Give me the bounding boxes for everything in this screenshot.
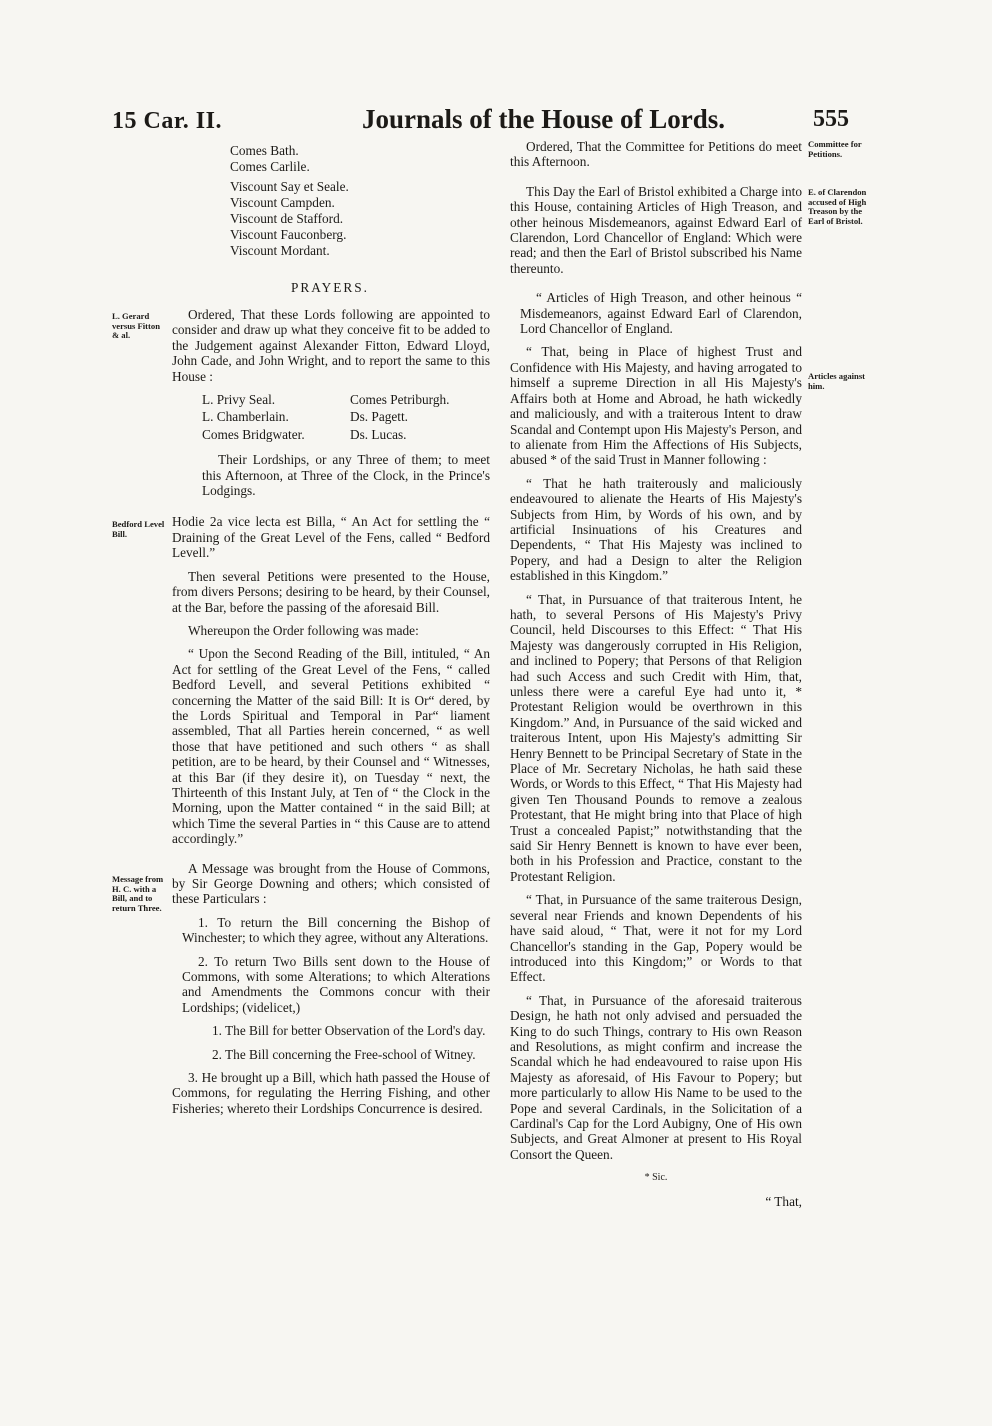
committee-lords: [202, 392, 490, 442]
attendee: Viscount Mordant.: [230, 243, 330, 258]
committee-member: L. Chamberlain.: [202, 409, 289, 425]
committee-member: L. Privy Seal.: [202, 392, 276, 408]
attendee: Viscount Say et Seale.: [230, 179, 349, 194]
committee-member: Comes Petriburgh.: [350, 392, 450, 408]
sidenote-gerard: L. Gerard versus Fitton & al.: [112, 311, 160, 341]
articles-title: “ Articles of High Treason, and other heinous “ Misdemeanors, against Edward Earl of Clarendon, Lord Chancellor of England.: [520, 290, 802, 337]
page-title: Journals of the House of Lords.: [362, 104, 726, 134]
committee-member: Comes Bridgwater.: [202, 426, 305, 442]
catchword: “ That,: [765, 1193, 802, 1209]
bill-item-2: 2. The Bill concerning the Free-school of Witney.: [212, 1046, 476, 1062]
sidenote-articles: Articles against him.: [808, 371, 866, 391]
article-2: “ That he hath traiterously and maliciously endeavoured to alienate the Hearts of His Majesty's Subjects from Him, by Words of his own, and by artificial Insinuations of his Creatures and Dependents, “ That His Majesty was inclined to Popery, and had a Design to alter the Religion established in this Kingdom.”: [510, 475, 802, 584]
regnal-year: 15 Car. II.: [112, 108, 222, 134]
sidenote-committee: Committee for Petitions.: [808, 139, 862, 159]
attendance-list: [230, 143, 430, 259]
page-number: 555: [813, 106, 849, 132]
footnote: * Sic.: [644, 1172, 668, 1184]
hodie-paragraph: Hodie 2a vice lecta est Billa, “ An Act for settling the “ Draining of the Great Level of the Fens, called “ Bedford Levell.”: [172, 514, 490, 561]
petitions-paragraph: Then several Petitions were presented to the House, from divers Persons; desiring to be heard, by their Counsel, at the Bar, before the passing of the aforesaid Bill.: [172, 568, 490, 615]
article-3: “ That, in Pursuance of that traiterous Intent, he hath, to several Persons of His Majesty's Privy Council, held Discourses to this Effect: “ That His Majesty was dangerously corrupted in His Religion, and inclined to Popery; that Persons of that Religion had such Access and such Credit with Him, that, unless there were a careful Eye had unto it, * Protestant Religion would be overthrown in this Kingdom.” And, in Pursuance of the said wicked and traiterous Intent, upon His Majesty's admitting Sir Henry Bennett to be Principal Secretary of State in the Place of Mr. Secretary Nicholas, he hath said these Words, or Words to this Effect, “ That His Majesty had given Ten Thousand Pounds to remove a zealous Protestant, that He might bring into that Place of high Trust a concealed Papist;” notwithstanding that the said Sir Henry Bennett is known to have ever been, both in his Profession and Practice, constant to the Protestant Religion.: [510, 591, 802, 884]
message-item-3: 3. He brought up a Bill, which hath passed the House of Commons, for regulating the Herring Fishing, and other Fisheries; whereto their Lordships Concurrence is desired.: [172, 1070, 490, 1116]
attendee: Viscount de Stafford.: [230, 211, 344, 226]
sidenote-bedford: Bedford Level Bill.: [112, 519, 165, 539]
article-5: “ That, in Pursuance of the aforesaid traiterous Design, he hath not only advised and persuaded the King to do such Things, contrary to His own Reason and Resolutions, as might confirm and increase the Scandal which he had endeavoured to raise upon His Majesty as aforesaid, of His Favour to Popery; but more particularly to allow His Name to be used to the Pope and several Cardinals, in the Solicitation of a Cardinal's Cap for the Lord Aubigny, One of His own Subjects, and Great Almoner at present to His Royal Consort the Queen.: [510, 992, 802, 1162]
message-item-2: 2. To return Two Bills sent down to the House of Commons, with some Alterations; to which Alterations and Amendments the Commons concur with their Lordships; (videlicet,): [182, 953, 490, 1015]
order-text: “ Upon the Second Reading of the Bill, intituled, “ An Act for settling of the Great Level of the Fens, “ called Bedford Levell, and several Petitions exhibited “ concerning the Matter of the said Bill: It is Or“ dered, by the Lords Spiritual and Temporal in Par“ liament assembled, That all Parties herein concerned, “ as well those that have petitioned and such others “ as shall petition, are to be heard, by their Counsel and “ Witnesses, at this Bar (if they desire it), on Tuesday “ next, the Thirteenth of this Instant July, at Ten of “ the Clock in the Morning, upon the Matter contained “ in the said Bill; at which Time the several Parties in “ this Cause are to attend accordingly.”: [172, 646, 490, 847]
order-paragraph: Ordered, That these Lords following are appointed to consider and draw up what they conceive fit to be added to the Judgement against Alexander Fitton, Edward Lloyd, John Cade, and John Wright, and to report the same to this House :: [172, 307, 490, 384]
attendee: Viscount Campden.: [230, 195, 335, 210]
sidenote-clarendon: E. of Clarendon accused of High Treason by the Earl of Bristol.: [808, 187, 867, 226]
attendee: Viscount Fauconberg.: [230, 227, 347, 242]
attendee: Comes Bath.: [230, 143, 299, 158]
whereupon-paragraph: Whereupon the Order following was made:: [188, 622, 419, 638]
attendee: Comes Carlile.: [230, 159, 310, 174]
message-paragraph: A Message was brought from the House of Commons, by Sir George Downing and others; which consisted of these Particulars :: [172, 860, 490, 907]
bill-item-1: 1. The Bill for better Observation of the Lord's day.: [212, 1023, 486, 1039]
article-1: “ That, being in Place of highest Trust and Confidence with His Majesty, and having arrogated to himself a supreme Direction in all His Majesty's Affairs both at Home and Abroad, he hath wickedly and maliciously, and with a traiterous Intent to draw Scandal and Contempt upon His Majesty's Person, and to alienate from Him the Affections of His Subjects, abused * of the said Trust in Manner following :: [510, 344, 802, 468]
right-column-body: [510, 139, 802, 1217]
bristol-charge: This Day the Earl of Bristol exhibited a Charge into this House, containing Articles of High Treason, and other heinous Misdemeanors, against Edward Earl of Clarendon, Lord Chancellor of England: Which were read; and then the Earl of Bristol subscribed his Name thereunto.: [510, 183, 802, 276]
message-item-1: 1. To return the Bill concerning the Bishop of Winchester; to which they agree, without any Alterations.: [182, 914, 490, 946]
committee-member: Ds. Lucas.: [350, 426, 407, 442]
committee-order: Ordered, That the Committee for Petitions do meet this Afternoon.: [510, 139, 802, 170]
committee-member: Ds. Pagett.: [350, 409, 408, 425]
sidenote-message: Message from H. C. with a Bill, and to return Three.: [112, 874, 164, 913]
left-column-body: [172, 307, 490, 1124]
their-lordships: Their Lordships, or any Three of them; to meet this Afternoon, at Three of the Clock, in the Prince's Lodgings.: [202, 452, 490, 499]
prayers-heading: PRAYERS.: [291, 280, 369, 295]
article-4: “ That, in Pursuance of the same traiterous Design, several near Friends and known Dependents of his have said aloud, “ That, were it not for my Lord Chancellor's standing in the Gap, Popery would be introduced into this Kingdom;” or Words to that Effect.: [510, 892, 802, 985]
